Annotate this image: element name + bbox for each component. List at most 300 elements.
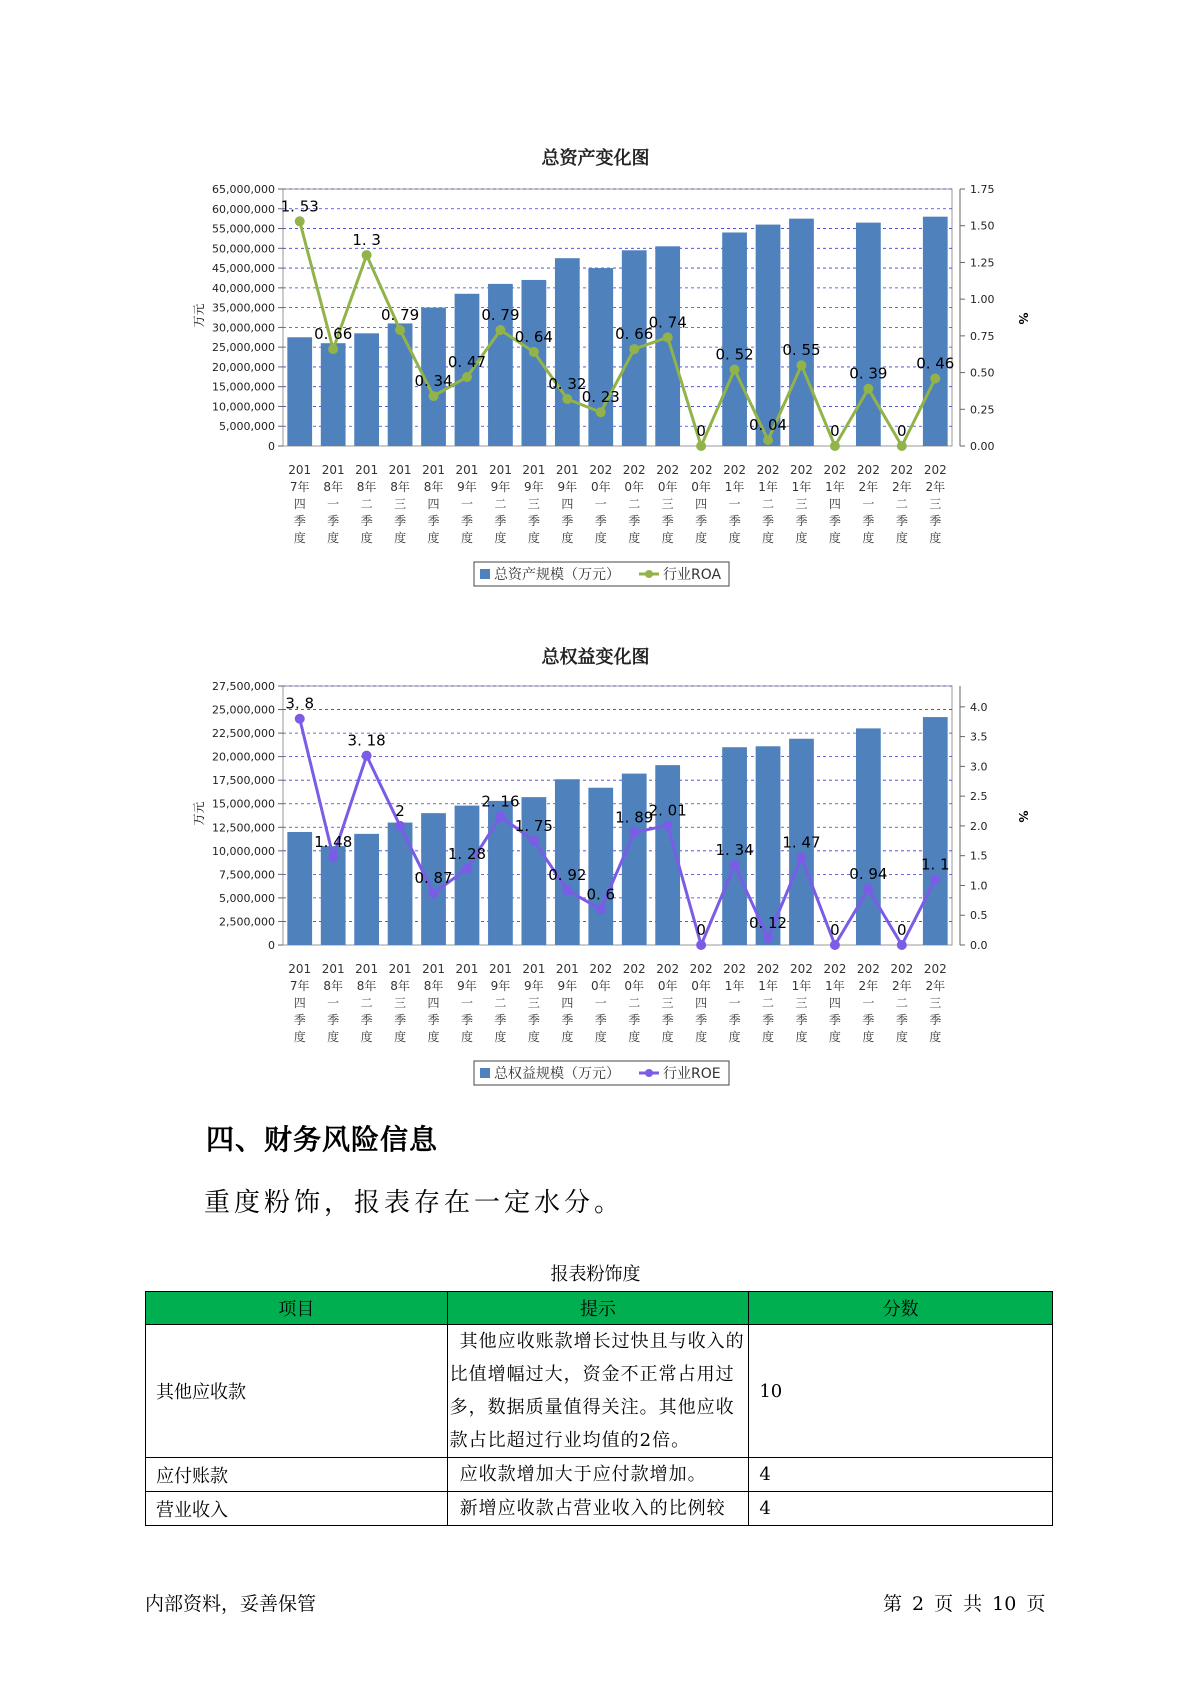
y-tick-label: 20,000,000: [212, 360, 275, 374]
total-prefix: 共: [963, 1593, 983, 1615]
data-label: 0. 79: [481, 305, 520, 324]
x-tick-label: 8年: [323, 979, 343, 993]
x-tick-label: 202: [622, 962, 646, 976]
x-tick-label: 度: [594, 1030, 607, 1044]
x-tick-label: 1年: [758, 480, 778, 494]
x-tick-label: 202: [589, 962, 613, 976]
line-point: [696, 441, 706, 451]
header-hint: 提示: [447, 1292, 749, 1325]
data-label: 0: [897, 921, 907, 939]
line-point: [796, 852, 806, 862]
y-tick-label: 0: [268, 440, 275, 453]
x-tick-label: 201: [355, 962, 379, 976]
page-current: 2: [912, 1593, 925, 1615]
y-tick-label: 15,000,000: [212, 380, 275, 394]
x-tick-label: 度: [929, 531, 942, 545]
x-tick-label: 季: [327, 514, 340, 528]
y-tick-label: 17,500,000: [212, 774, 275, 788]
x-tick-label: 201: [488, 962, 512, 976]
x-tick-label: 二: [628, 497, 641, 511]
x-tick-label: 三: [929, 497, 942, 511]
y2-tick-label: 0.00: [970, 440, 995, 453]
x-tick-label: 季: [695, 514, 708, 528]
line-point: [730, 860, 740, 870]
x-tick-label: 季: [762, 514, 775, 528]
legend-bar-swatch: [480, 569, 490, 579]
line-point: [930, 875, 940, 885]
data-label: 0. 12: [748, 913, 788, 932]
cell-hint: 应收款增加大于应付款增加。: [447, 1458, 749, 1492]
x-tick-label: 度: [360, 1030, 373, 1044]
x-tick-label: 三: [929, 996, 942, 1010]
x-tick-label: 季: [394, 1013, 407, 1027]
y-tick-label: 65,000,000: [212, 183, 275, 196]
y-tick-label: 22,500,000: [212, 727, 275, 741]
total-equity-chart: [0, 670, 1191, 1090]
x-tick-label: 1年: [758, 979, 778, 993]
x-tick-label: 一: [862, 996, 875, 1010]
table-row: [146, 1458, 1053, 1492]
x-tick-label: 201: [388, 962, 412, 976]
legend-line-label: 行业ROE: [663, 1066, 721, 1082]
x-tick-label: 202: [589, 463, 613, 477]
total-assets-chart: [0, 170, 1191, 590]
y-tick-label: 10,000,000: [212, 844, 275, 858]
x-tick-label: 季: [895, 1013, 908, 1027]
bar: [588, 268, 613, 446]
footer-page-number: [883, 1589, 1055, 1616]
x-tick-label: 度: [427, 531, 440, 545]
data-label: 1. 48: [314, 832, 353, 851]
y-tick-label: 55,000,000: [212, 222, 275, 236]
data-label: 0. 39: [849, 364, 888, 383]
data-label: 0. 32: [548, 375, 587, 394]
x-tick-label: 8年: [390, 979, 410, 993]
bar: [923, 217, 948, 446]
x-tick-label: 季: [628, 514, 641, 528]
x-tick-label: 0年: [624, 979, 645, 993]
x-tick-label: 一: [594, 996, 607, 1010]
data-label: 0. 55: [782, 341, 821, 360]
y-tick-label: 50,000,000: [212, 242, 275, 256]
data-label: 0: [696, 921, 706, 939]
y2-tick-label: 0.0: [970, 939, 988, 952]
y-tick-label: 25,000,000: [212, 703, 275, 717]
x-tick-label: 季: [527, 1013, 540, 1027]
legend-bar-label: 总资产规模（万元）: [494, 567, 620, 583]
x-tick-label: 201: [288, 463, 312, 477]
x-tick-label: 0年: [590, 480, 611, 494]
x-tick-label: 二: [360, 996, 373, 1010]
legend-bar-swatch: [480, 1068, 490, 1078]
page-mid: 页: [934, 1593, 954, 1615]
y2-tick-label: 1.50: [970, 219, 995, 233]
x-tick-label: 季: [728, 514, 741, 528]
x-tick-label: 2年: [858, 979, 879, 993]
chart1-title: 总资产变化图: [541, 148, 650, 169]
table-header-row: [146, 1292, 1053, 1325]
legend-bar-label: 总权益规模（万元）: [494, 1066, 620, 1082]
bar: [722, 232, 747, 446]
x-tick-label: 二: [895, 996, 908, 1010]
y-tick-label: 45,000,000: [212, 262, 275, 276]
x-tick-label: 季: [494, 514, 507, 528]
risk-table: [145, 1291, 1053, 1526]
x-tick-label: 季: [828, 514, 841, 528]
y2-tick-label: 1.0: [970, 879, 988, 893]
x-tick-label: 度: [460, 531, 473, 545]
x-tick-label: 202: [790, 962, 813, 976]
line-point: [730, 365, 740, 375]
y-tick-label: 2,500,000: [219, 915, 275, 929]
y-tick-label: 15,000,000: [212, 797, 275, 811]
y2-tick-label: 0.50: [970, 366, 995, 380]
line-point: [596, 904, 606, 914]
data-label: 0. 6: [586, 885, 616, 904]
x-tick-label: 二: [360, 497, 373, 511]
cell-item: 应付账款: [146, 1458, 448, 1492]
y-tick-label: 40,000,000: [212, 281, 275, 295]
cell-hint: 新增应收款占营业收入的比例较: [447, 1492, 749, 1526]
x-tick-label: 季: [795, 1013, 808, 1027]
line-point: [462, 864, 472, 874]
x-tick-label: 201: [488, 463, 512, 477]
data-label: 0: [897, 422, 907, 440]
data-label: 1. 28: [447, 844, 487, 863]
x-tick-label: 202: [689, 463, 713, 477]
line-point: [763, 933, 773, 943]
data-label: 0. 66: [615, 325, 654, 344]
x-tick-label: 季: [427, 514, 440, 528]
x-tick-label: 季: [828, 1013, 841, 1027]
data-label: 1. 47: [782, 833, 821, 852]
x-tick-label: 202: [790, 463, 813, 477]
x-tick-label: 四: [695, 996, 708, 1010]
data-label: 0. 23: [581, 388, 620, 407]
x-tick-label: 季: [661, 514, 674, 528]
x-tick-label: 201: [355, 463, 379, 477]
x-tick-label: 季: [561, 514, 574, 528]
x-tick-label: 0年: [657, 979, 678, 993]
line-point: [429, 888, 439, 898]
y-tick-label: 12,500,000: [212, 821, 275, 835]
x-tick-label: 9年: [490, 979, 511, 993]
data-label: 1. 89: [615, 808, 654, 827]
x-tick-label: 0年: [691, 979, 711, 993]
x-tick-label: 202: [856, 962, 880, 976]
bar: [789, 219, 814, 446]
line-point: [529, 347, 539, 357]
x-tick-label: 季: [728, 1013, 741, 1027]
x-tick-label: 三: [527, 497, 540, 511]
cell-score: 10: [749, 1325, 1053, 1458]
x-tick-label: 季: [460, 514, 473, 528]
x-tick-label: 1年: [791, 480, 812, 494]
x-tick-label: 度: [661, 531, 674, 545]
line-point: [763, 435, 773, 445]
bar: [920, 717, 950, 945]
x-tick-label: 9年: [524, 480, 544, 494]
x-tick-label: 季: [661, 1013, 674, 1027]
x-tick-label: 201: [321, 463, 345, 477]
data-label: 0. 64: [514, 328, 553, 347]
legend-line-label: 行业ROA: [663, 567, 722, 583]
y-tick-label: 0: [268, 939, 275, 952]
x-tick-label: 202: [689, 962, 713, 976]
x-tick-label: 四: [828, 996, 841, 1010]
x-tick-label: 季: [427, 1013, 440, 1027]
x-tick-label: 7年: [289, 480, 310, 494]
data-label: 0. 34: [414, 372, 453, 391]
line-point: [596, 407, 606, 417]
y2-tick-label: 2.0: [970, 819, 988, 833]
line-point: [830, 940, 840, 950]
x-tick-label: 度: [762, 1030, 775, 1044]
y-tick-label: 7,500,000: [219, 868, 275, 882]
bar: [856, 728, 881, 945]
x-tick-label: 季: [762, 1013, 775, 1027]
x-tick-label: 度: [561, 1030, 574, 1044]
x-tick-label: 三: [527, 996, 540, 1010]
x-tick-label: 2年: [892, 979, 912, 993]
x-tick-label: 季: [929, 514, 942, 528]
y-tick-label: 27,500,000: [212, 680, 275, 693]
x-tick-label: 8年: [356, 979, 377, 993]
x-tick-label: 一: [594, 497, 607, 511]
line-point: [495, 811, 505, 821]
legend-line-dot: [645, 570, 653, 578]
table-row: [146, 1492, 1053, 1526]
cell-item: 营业收入: [146, 1492, 448, 1526]
line-point: [897, 441, 907, 451]
x-tick-label: 度: [394, 1030, 407, 1044]
x-tick-label: 度: [895, 1030, 908, 1044]
x-tick-label: 度: [695, 531, 708, 545]
x-tick-label: 季: [695, 1013, 708, 1027]
x-tick-label: 1年: [724, 480, 745, 494]
line-point: [395, 821, 405, 831]
data-label: 1. 75: [514, 816, 553, 835]
x-tick-label: 201: [422, 463, 445, 477]
y2-axis-title: %: [1016, 312, 1030, 325]
x-tick-label: 0年: [691, 480, 711, 494]
x-tick-label: 9年: [557, 480, 578, 494]
x-tick-label: 四: [427, 497, 440, 511]
data-label: 0. 47: [447, 352, 487, 371]
y2-tick-label: 1.00: [970, 293, 995, 307]
data-label: 0: [696, 422, 706, 440]
x-tick-label: 度: [795, 531, 808, 545]
x-tick-label: 1年: [724, 979, 745, 993]
data-label: 2. 16: [481, 792, 520, 811]
data-label: 1. 34: [715, 841, 754, 860]
bar: [622, 774, 647, 945]
x-tick-label: 2年: [892, 480, 912, 494]
x-tick-label: 202: [656, 962, 680, 976]
x-tick-label: 季: [293, 1013, 306, 1027]
y2-tick-label: 2.5: [970, 790, 988, 804]
data-label: 0. 79: [380, 305, 420, 324]
line-point: [663, 332, 673, 342]
x-tick-label: 二: [494, 497, 507, 511]
x-tick-label: 度: [828, 1030, 841, 1044]
bar: [555, 258, 580, 446]
bar: [555, 779, 580, 945]
data-label: 3. 18: [347, 731, 386, 750]
bar: [586, 788, 616, 945]
x-tick-label: 二: [628, 996, 641, 1010]
x-tick-label: 季: [394, 514, 407, 528]
x-tick-label: 四: [828, 497, 841, 511]
line-point: [295, 714, 305, 724]
x-tick-label: 201: [522, 463, 546, 477]
line-point: [362, 751, 372, 761]
chart2-title: 总权益变化图: [541, 647, 650, 668]
data-label: 1. 1: [920, 855, 950, 874]
x-tick-label: 季: [795, 514, 808, 528]
x-tick-label: 四: [561, 497, 574, 511]
x-tick-label: 三: [661, 996, 674, 1010]
x-tick-label: 季: [360, 514, 373, 528]
header-score: 分数: [749, 1292, 1053, 1325]
x-tick-label: 201: [388, 463, 412, 477]
x-tick-label: 一: [728, 497, 741, 511]
x-tick-label: 季: [862, 1013, 875, 1027]
x-tick-label: 8年: [423, 979, 444, 993]
x-tick-label: 9年: [490, 480, 511, 494]
x-tick-label: 度: [695, 1030, 708, 1044]
x-tick-label: 201: [422, 962, 445, 976]
x-tick-label: 0年: [624, 480, 645, 494]
x-tick-label: 202: [856, 463, 880, 477]
x-tick-label: 度: [661, 1030, 674, 1044]
x-tick-label: 201: [288, 962, 312, 976]
data-label: 0. 52: [715, 345, 754, 364]
x-tick-label: 201: [455, 463, 479, 477]
line-point: [562, 885, 572, 895]
x-tick-label: 度: [494, 531, 507, 545]
x-tick-label: 9年: [457, 979, 477, 993]
x-tick-label: 2年: [925, 480, 946, 494]
line-point: [328, 344, 338, 354]
x-tick-label: 度: [862, 531, 875, 545]
bar: [287, 832, 312, 945]
x-tick-label: 二: [494, 996, 507, 1010]
x-tick-label: 季: [862, 514, 875, 528]
x-tick-label: 季: [594, 1013, 607, 1027]
x-tick-label: 四: [427, 996, 440, 1010]
y2-tick-label: 1.25: [970, 256, 995, 270]
bar: [354, 333, 379, 446]
x-tick-label: 8年: [390, 480, 410, 494]
data-label: 0. 04: [748, 416, 788, 435]
data-label: 1. 3: [352, 231, 381, 250]
page-total: 10: [992, 1593, 1017, 1615]
x-tick-label: 度: [728, 1030, 741, 1044]
y2-tick-label: 0.25: [970, 403, 995, 417]
x-tick-label: 201: [455, 962, 479, 976]
x-tick-label: 四: [561, 996, 574, 1010]
x-tick-label: 季: [293, 514, 306, 528]
x-tick-label: 0年: [657, 480, 678, 494]
x-tick-label: 季: [929, 1013, 942, 1027]
bar: [321, 343, 346, 446]
y2-tick-label: 4.0: [970, 700, 988, 714]
x-tick-label: 度: [628, 531, 641, 545]
x-tick-label: 度: [795, 1030, 808, 1044]
header-item: 项目: [146, 1292, 448, 1325]
x-tick-label: 202: [890, 962, 914, 976]
x-tick-label: 三: [394, 996, 407, 1010]
x-tick-label: 度: [762, 531, 775, 545]
line-point: [897, 940, 907, 950]
x-tick-label: 9年: [557, 979, 578, 993]
x-tick-label: 7年: [289, 979, 310, 993]
x-tick-label: 度: [494, 1030, 507, 1044]
x-tick-label: 度: [728, 531, 741, 545]
x-tick-label: 度: [293, 531, 306, 545]
data-label: 0: [830, 422, 840, 440]
line-point: [562, 394, 572, 404]
line-point: [395, 325, 405, 335]
data-label: 0. 87: [414, 869, 453, 888]
x-tick-label: 201: [555, 962, 579, 976]
x-tick-label: 1年: [791, 979, 812, 993]
section-body: 重度粉饰，报表存在一定水分。: [204, 1188, 625, 1218]
x-tick-label: 度: [360, 531, 373, 545]
page-prefix: 第: [883, 1593, 903, 1615]
x-tick-label: 9年: [524, 979, 544, 993]
x-tick-label: 0年: [590, 979, 611, 993]
x-tick-label: 季: [628, 1013, 641, 1027]
y2-tick-label: 1.5: [970, 849, 988, 863]
line-point: [863, 384, 873, 394]
x-tick-label: 202: [723, 962, 747, 976]
line-point: [629, 344, 639, 354]
x-tick-label: 9年: [457, 480, 477, 494]
x-tick-label: 202: [890, 463, 914, 477]
data-label: 0. 66: [314, 325, 353, 344]
table-caption: 报表粉饰度: [550, 1264, 641, 1285]
x-tick-label: 四: [293, 497, 306, 511]
x-tick-label: 三: [394, 497, 407, 511]
x-tick-label: 二: [895, 497, 908, 511]
line-point: [663, 820, 673, 830]
x-tick-label: 8年: [323, 480, 343, 494]
x-tick-label: 1年: [825, 979, 845, 993]
data-label: 0. 92: [548, 866, 587, 885]
data-label: 2: [395, 801, 405, 820]
line-point: [863, 884, 873, 894]
x-tick-label: 季: [460, 1013, 473, 1027]
x-tick-label: 8年: [423, 480, 444, 494]
cell-score: 4: [749, 1492, 1053, 1526]
data-label: 0. 94: [849, 865, 888, 884]
y2-axis-title: %: [1016, 810, 1030, 823]
x-tick-label: 度: [929, 1030, 942, 1044]
x-tick-label: 2年: [925, 979, 946, 993]
line-point: [529, 836, 539, 846]
x-tick-label: 度: [460, 1030, 473, 1044]
x-tick-label: 度: [628, 1030, 641, 1044]
legend-line-dot: [645, 1069, 653, 1077]
cell-item: 其他应收款: [146, 1325, 448, 1458]
bar: [655, 246, 680, 446]
x-tick-label: 一: [460, 996, 473, 1010]
table-row: [146, 1325, 1053, 1458]
x-tick-label: 度: [327, 1030, 340, 1044]
x-tick-label: 2年: [858, 480, 879, 494]
